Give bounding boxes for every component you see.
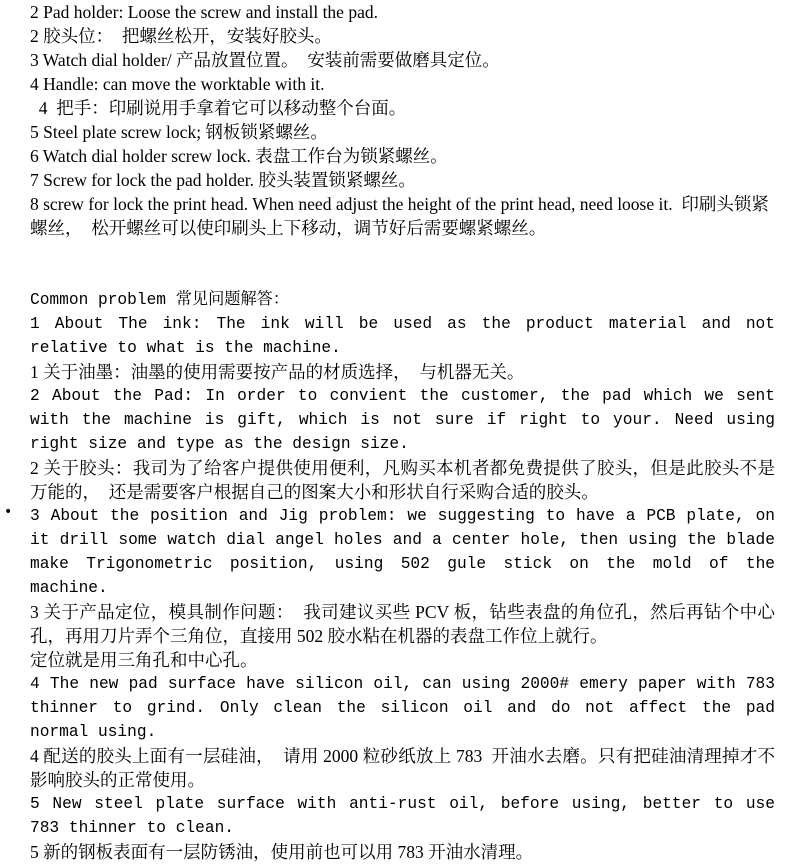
faq-steel-zh: 5 新的钢板表面有一层防锈油，使用前也可以用 783 开油水清理。 bbox=[30, 842, 534, 862]
part-6: 6 Watch dial holder screw lock. 表盘工作台为锁紧螺丝。 bbox=[30, 146, 448, 166]
section-gap bbox=[30, 240, 775, 288]
faq-ink-zh: 1 关于油墨：油墨的使用需要按产品的材质选择， 与机器无关。 bbox=[30, 362, 525, 382]
part-2-en: 2 Pad holder: Loose the screw and install the pad. bbox=[30, 2, 378, 22]
part-3: 3 Watch dial holder/ 产品放置位置。 安装前需要做磨具定位。 bbox=[30, 50, 500, 70]
document-page bbox=[4, 0, 775, 864]
faq-pad-en: 2 About the Pad: In order to convient the customer, the pad which we sent with the machine is gift, which is not sure if right to your. Need using right size and type as the design size. bbox=[30, 387, 775, 453]
faq-jig-en-wrapper bbox=[4, 504, 775, 600]
faq-jig-zh: 3 关于产品定位，模具制作问题： 我司建议买些 PCV 板，钻些表盘的角位孔，然后再钻个中心孔，再用刀片弄个三角位，直接用 502 胶水粘在机器的表盘工作位上就行。 bbox=[30, 602, 775, 646]
part-8: 8 screw for lock the print head. When need adjust the height of the print head, need loose it. 印刷头锁紧螺丝， 松开螺丝可以使印刷头上下移动，调节好后需要螺紧螺丝。 bbox=[30, 194, 769, 238]
faq-pad-zh: 2 关于胶头：我司为了给客户提供使用便利，凡购买本机者都免费提供了胶头，但是此胶头不是万能的， 还是需要客户根据自己的图案大小和形状自行采购合适的胶头。 bbox=[30, 458, 775, 502]
part-4-zh: 4 把手：印刷说用手拿着它可以移动整个台面。 bbox=[30, 98, 407, 118]
faq-jig-en: 3 About the position and Jig problem: we suggesting to have a PCB plate, on it drill some watch dial angel holes and a center hole, then using the blade make Trigonometric position, using 502 gule stick on the mold of the machine. bbox=[30, 507, 775, 597]
faq-steel-en: 5 New steel plate surface with anti-rust oil, before using, better to use 783 thinner to clean. bbox=[30, 795, 775, 837]
faq-oil-zh: 4 配送的胶头上面有一层硅油， 请用 2000 粒砂纸放上 783 开油水去磨。只有把硅油清理掉才不影响胶头的正常使用。 bbox=[30, 746, 775, 790]
part-4-en: 4 Handle: can move the worktable with it. bbox=[30, 74, 325, 94]
faq-ink-en: 1 About The ink: The ink will be used as the product material and not relative to what is the machine. bbox=[30, 315, 775, 357]
faq-oil-en: 4 The new pad surface have silicon oil, can using 2000# emery paper with 783 thinner to grind. Only clean the silicon oil and do not affect the pad normal using. bbox=[30, 675, 775, 741]
part-2-zh: 2 胶头位： 把螺丝松开，安装好胶头。 bbox=[30, 26, 332, 46]
parts-list bbox=[30, 0, 775, 240]
part-7: 7 Screw for lock the pad holder. 胶头装置锁紧螺丝。 bbox=[30, 170, 416, 190]
bullet-icon: • bbox=[4, 504, 13, 520]
faq-heading: Common problem 常见问题解答： bbox=[30, 291, 290, 309]
faq-list bbox=[4, 312, 775, 864]
faq-jig-zh-note: 定位就是用三角孔和中心孔。 bbox=[30, 650, 258, 670]
part-5: 5 Steel plate screw lock; 钢板锁紧螺丝。 bbox=[30, 122, 328, 142]
